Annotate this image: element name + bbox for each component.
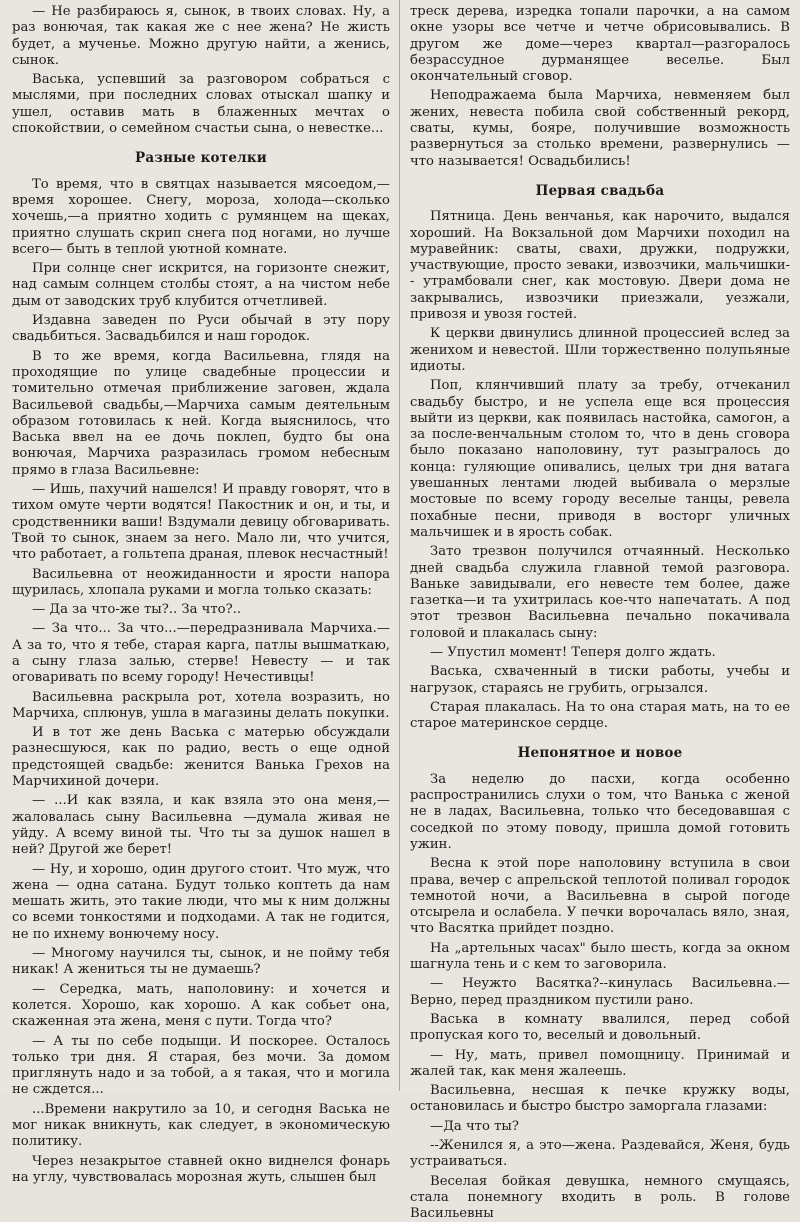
paragraph: — За что... За что...—передразнивала Марчиха.— А за то, что я тебе, старая карга, патлы вышматкаю, а сыну глаза залью, стерве! Невесту — и так оговаривать по всему городу! Нечестивцы! [12, 621, 390, 686]
paragraph: Васька, схваченный в тиски работы, учебы и нагрузок, стараясь не грубить, огрызался. [410, 664, 790, 696]
paragraph: Пятница. День венчанья, как нарочито, выдался хороший. На Вокзальной дом Марчихи походил на муравейник: сваты, свахи, дружки, подружки, участвующие, просто зеваки, извозчики, мальчишки-- утрамбовали снег, как мостовую. Двери дома не закрывались, извозчики приезжали, уезжали, привозя и увозя гостей. [410, 209, 790, 323]
paragraph: За неделю до пасхи, когда особенно распространились слухи о том, что Ванька с женой не в ладах, Васильевна, только что беседовавшая с соседкой по этому поводу, пришла домой готовить ужин. [410, 771, 790, 852]
paragraph: Старая плакалась. На то она старая мать, на то ее старое материнское сердце. [410, 699, 790, 732]
paragraph: Издавна заведен по Руси обычай в эту пору свадьбиться. Засвадьбился и наш городок. [12, 313, 390, 345]
paragraph: — А ты по себе подыщи. И поскорее. Осталось только три дня. Я старая, без мочи. За домом приглянуть надо и за тобой, а я такая, что и могила не сждется... [12, 1033, 390, 1098]
paragraph: Неподражаема была Марчиха, невменяем был жених, невеста побила свой собственный рекорд, сваты, кумы, бояре, получившие возможность развернуться за столько времени, развернулись — что называется! Освадьбились! [410, 88, 790, 169]
paragraph: И в тот же день Васька с матерью обсуждали разнесшуюся, как по радио, весть о еще одной предстоящей свадьбе: женится Ванька Грехов на Марчихиной дочери. [12, 725, 390, 790]
paragraph: — Середка, мать, наполовину: и хочется и колется. Хорошо, как хорошо. А как собьет она, скаженная эта жена, меня с пути. Тогда что? [12, 981, 390, 1030]
paragraph: треск дерева, изредка топали парочки, а на самом окне узоры все четче и четче обрисовывались. В другом же доме—через квартал—разгоралось безрассудное дурманящее веселье. Был окончательный сговор. [410, 4, 790, 85]
paragraph: При солнце снег искрится, на горизонте снежит, над самым солнцем столбы стоят, а на чистом небе дым от заводских труб клубится отчетливей. [12, 261, 390, 309]
paragraph: — Не разбираюсь я, сынок, в твоих словах. Ну, а раз вонючая, так какая же с нее жена? Не жисть будет, а мученье. Можно другую найти, а женись, сынок. [12, 4, 390, 68]
paragraph: В то же время, когда Васильевна, глядя на проходящие по улице свадебные процессии и томительно отмечая приближение заговен, ждала Васильевой свадьбы,—Марчиха самым деятельным образом готовилась к ней. Когда выяснилось, что Васька ввел на ее дочь поклеп, будто бы она вонючая, Марчиха разразилась громом небесным прямо в глаза Васильевне: [12, 348, 390, 478]
section-heading-raznye-kotelki: Разные котелки [134, 150, 267, 167]
paragraph: — Ну, и хорошо, один другого стоит. Что муж, что жена — одна сатана. Будут только коптеть да нам мешать жить, это такие люди, что мы к ним должны со всеми тонкостями и подходами. А так не годится, не по ихнему вонючему носу. [12, 861, 390, 942]
paragraph: Через незакрытое ставней окно виднелся фонарь на углу, чувствовалась морозная жуть, слышен был [12, 1153, 390, 1185]
paragraph: — Многому научился ты, сынок, и не пойму тебя никак! А жениться ты не думаешь? [12, 946, 390, 978]
left-column [12, 4, 390, 1185]
paragraph: — Ну, мать, привел помощницу. Принимай и жалей так, как меня жалеешь. [410, 1047, 790, 1079]
paragraph: К церкви двинулись длинной процессией вслед за женихом и невестой. Шли торжественно полупьяные идиоты. [410, 326, 790, 374]
paragraph: Васильевна раскрыла рот, хотела возразить, но Марчиха, сплюнув, ушла в магазины делать покупки. [12, 689, 390, 721]
paragraph: Зато трезвон получился отчаянный. Несколько дней свадьба служила главной темой разговора. Ваньке завидывали, его невесте тем более, даже газетка—и та ухитрилась кое-что напечатать. А под этот трезвон Васильевна печально покачивала головой и плакалась сыну: [410, 544, 790, 641]
paragraph: Васильевна, несшая к печке кружку воды, остановилась и быстро быстро заморгала глазами: [410, 1083, 790, 1115]
paragraph: — Ишь, пахучий нашелся! И правду говорят, что в тихом омуте черти водятся! Пакостник и он, и ты, и сродственники ваши! Вздумали девицу обговаривать. Твой то сынок, знаем за него. Мало ли, что учится, что работает, а гольтепа драная, плевок несчастный! [12, 482, 390, 563]
paragraph: — Упустил момент! Теперя долго ждать. [430, 644, 716, 660]
right-column [410, 4, 790, 1222]
paragraph: — Да за что-же ты?.. За что?.. [32, 602, 242, 618]
paragraph: Поп, клянчивший плату за требу, отчеканил свадьбу быстро, и не успела еще вся процессия выйти из церкви, как появилась настойка, самогон, а за после-венчальным столом то, что в день сговора было показано наполовину, тут разыгралось до конца: гуляющие опивались, целых три дня ватага увешанных лентами людей выбивала о мерзлые мостовые по всему городу веселые танцы, ревела похабные песни, приводя в восторг уличных мальчишек и в ярость собак. [410, 378, 790, 540]
section-heading-pervaya-svadba: Первая свадьба [535, 182, 665, 199]
paragraph: На „артельных часах" было шесть, когда за окном шагнула тень и с кем то заговорила. [410, 940, 790, 973]
paragraph: — Неужто Васятка?--кинулась Васильевна.—Верно, перед праздником пустили рано. [410, 976, 790, 1008]
paragraph: —Да что ты? [430, 1118, 519, 1134]
paragraph: Васька в комнату ввалился, перед собой пропуская кого то, веселый и довольный. [410, 1011, 790, 1044]
paragraph: Васька, успевший за разговором собраться с мыслями, при последних словах отыскал шапку и ушел, оставив мать в блаженных мечтах о спокойствии, о семейном счастьи сына, о невестке... [12, 72, 390, 137]
paragraph: — ...И как взяла, и как взяла это она меня,— жаловалась сыну Васильевна —думала живая не уйду. А всему виной ты. Что ты за душок нашел в ней? Другой же берет! [12, 793, 390, 858]
paragraph: То время, что в святцах называется мясоедом,— время хорошее. Снегу, мороза, холода—сколько хочешь,—а приятно ходить с румянцем на щеках, приятно слушать скрип снега под ногами, но лучше всего— быть в теплой уютной комнате. [12, 176, 390, 257]
column-divider [399, 0, 400, 1091]
section-heading-neponyatnoe-i-novoe: Непонятное и новое [517, 745, 683, 762]
paragraph: ...Времени накрутило за 10, и сегодня Васька не мог никак вникнуть, как следует, в экономическую политику. [12, 1101, 390, 1150]
paragraph: Васильевна от неожиданности и ярости напора щурилась, хлопала руками и могла только сказать: [12, 566, 390, 598]
paragraph: --Женился я, а это—жена. Раздевайся, Женя, будь устраиваться. [410, 1138, 790, 1170]
paragraph: Весна к этой поре наполовину вступила в свои права, вечер с апрельской теплотой поливал городок темнотой ночи, а Васильевна в сырой погоде отсырела и ослабела. У печки ворочалась вяло, зная, что Васятка прийдет поздно. [410, 856, 790, 937]
paragraph: Веселая бойкая девушка, немного смущаясь, стала понемногу входить в роль. В голове Васильевны [410, 1173, 790, 1222]
